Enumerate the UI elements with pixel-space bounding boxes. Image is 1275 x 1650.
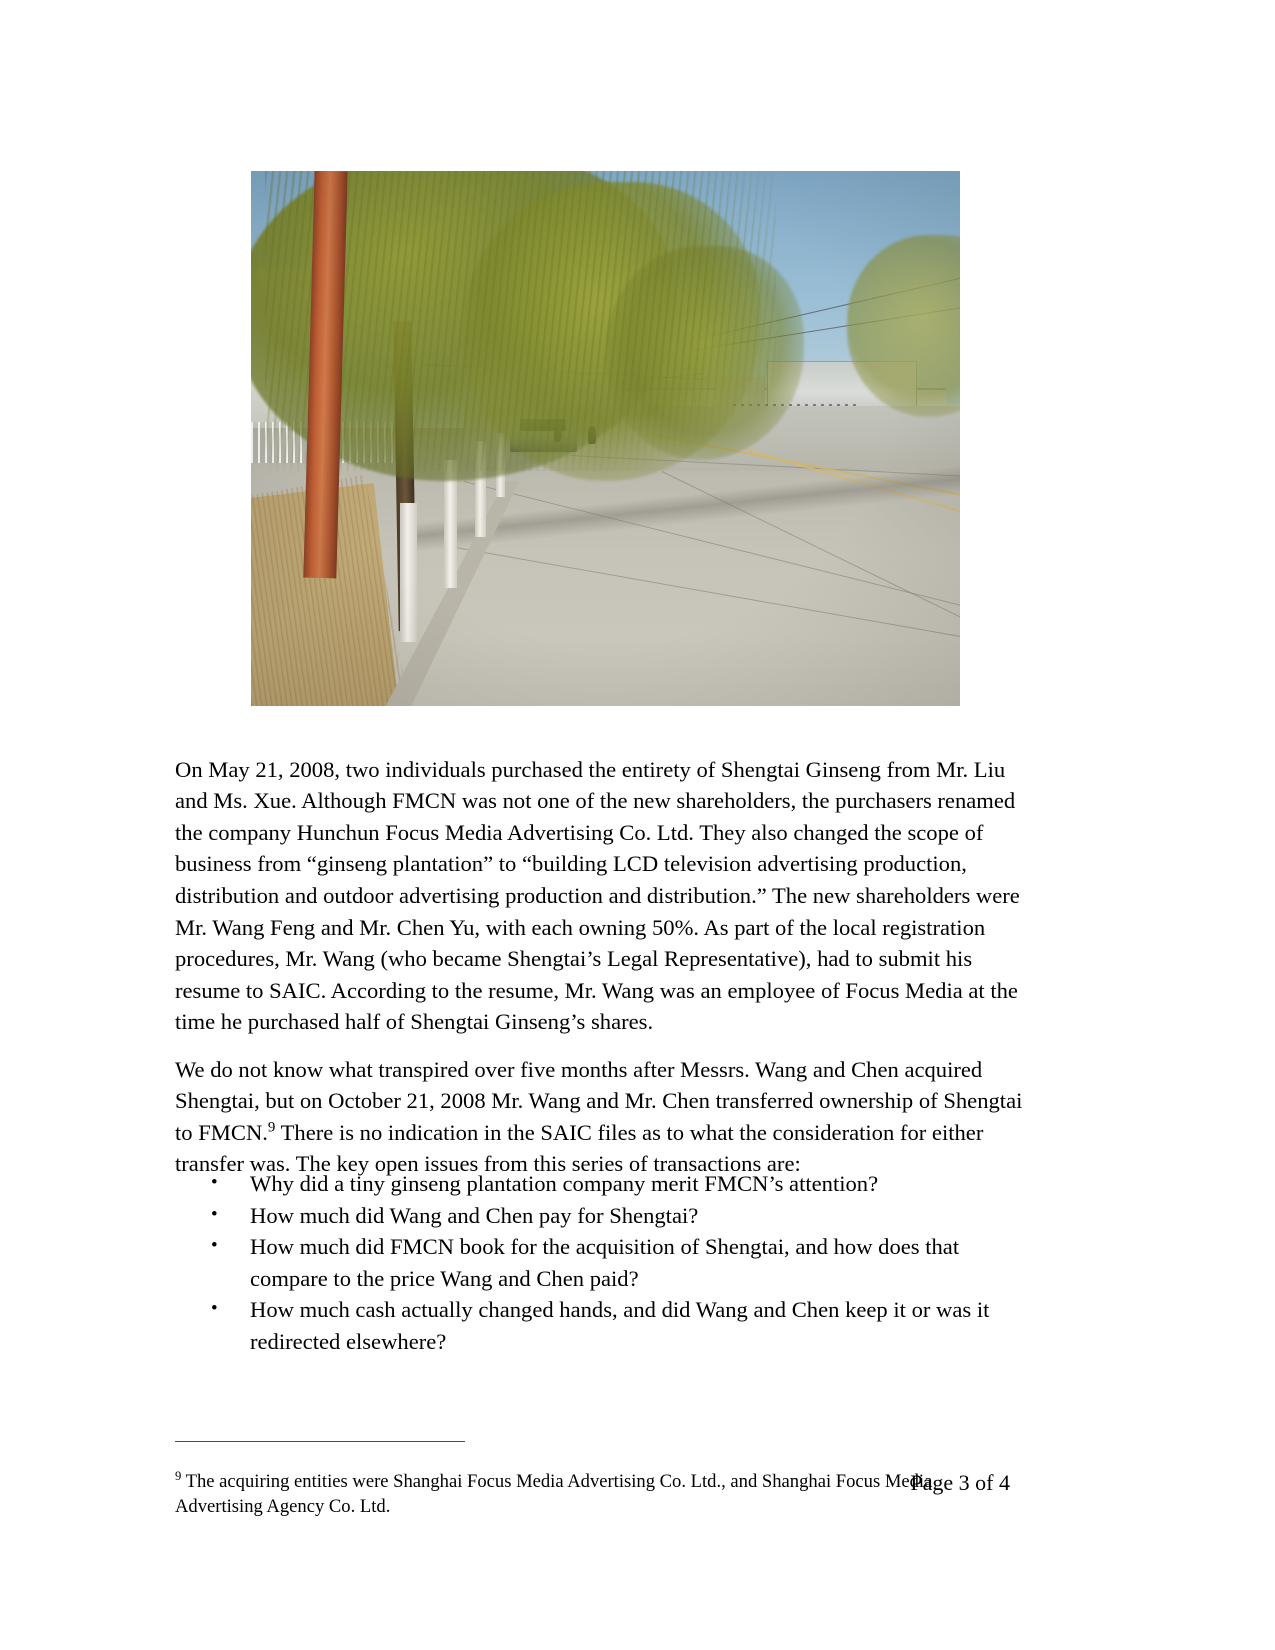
list-item-label: Why did a tiny ginseng plantation company merit FMCN’s attention? (250, 1171, 879, 1196)
footnote-reference-marker[interactable]: 9 (267, 1119, 276, 1136)
bullet-icon: • (211, 1235, 218, 1257)
list-item (175, 1168, 1035, 1200)
footnote-text: The acquiring entities were Shanghai Focus Media Advertising Co. Ltd., and Shanghai Focus Media Advertising Agency Co. Ltd. (175, 1470, 933, 1518)
list-item-label: How much cash actually changed hands, and did Wang and Chen keep it or was it redirected elsewhere? (250, 1297, 990, 1354)
list-item-label: How much did Wang and Chen pay for Shengtai? (250, 1202, 699, 1228)
road-photograph (251, 171, 960, 706)
page-number-footer: Page 3 of 4 (910, 1470, 1010, 1495)
photo-canvas (251, 171, 960, 706)
list-item-label: How much did FMCN book for the acquisition of Shengtai, and how does that compare to the price Wang and Chen paid? (250, 1234, 960, 1291)
paragraph-ownership-transfer (175, 1054, 1033, 1180)
open-issues-list (175, 1168, 1035, 1358)
list-item (175, 1294, 1035, 1357)
bullet-icon: • (211, 1172, 218, 1193)
footnote-separator (175, 1441, 465, 1442)
paragraph-shengtai-purchase: On May 21, 2008, two individuals purchased the entirety of Shengtai Ginseng from Mr. Liu and Ms. Xue. Although FMCN was not one of the new shareholders, the purchasers renamed the company Hunchun Focus Media Advertising Co. Ltd. They also changed the scope of business from “ginseng plantation” to “building LCD television advertising production, distribution and outdoor advertising production and distribution.” The new shareholders were Mr. Wang Feng and Mr. Chen Yu, with each owning 50%. As part of the local registration procedures, Mr. Wang (who became Shengtai’s Legal Representative), had to submit his resume to SAIC. According to the resume, Mr. Wang was an employee of Focus Media at the time he purchased half of Shengtai Ginseng’s shares. (175, 756, 1020, 1035)
bullet-icon: • (211, 1203, 218, 1225)
paragraph-2-text-after-footnote: There is no indication in the SAIC files as to what the consideration for either transfer was. The key open issues from this series of transactions are: (175, 1119, 984, 1177)
bullet-icon: • (211, 1298, 218, 1320)
list-item (175, 1231, 1035, 1294)
list-item (175, 1200, 1035, 1232)
tree-trunk-painted-1 (400, 503, 417, 642)
paragraph-2-text-before-footnote: We do not know what transpired over five months after Messrs. Wang and Chen acquired Shengtai, but on October 21, 2008 Mr. Wang and Mr. Chen transferred ownership of Shengtai to FMCN. (175, 1056, 1023, 1145)
footnote-number: 9 (175, 1468, 182, 1483)
